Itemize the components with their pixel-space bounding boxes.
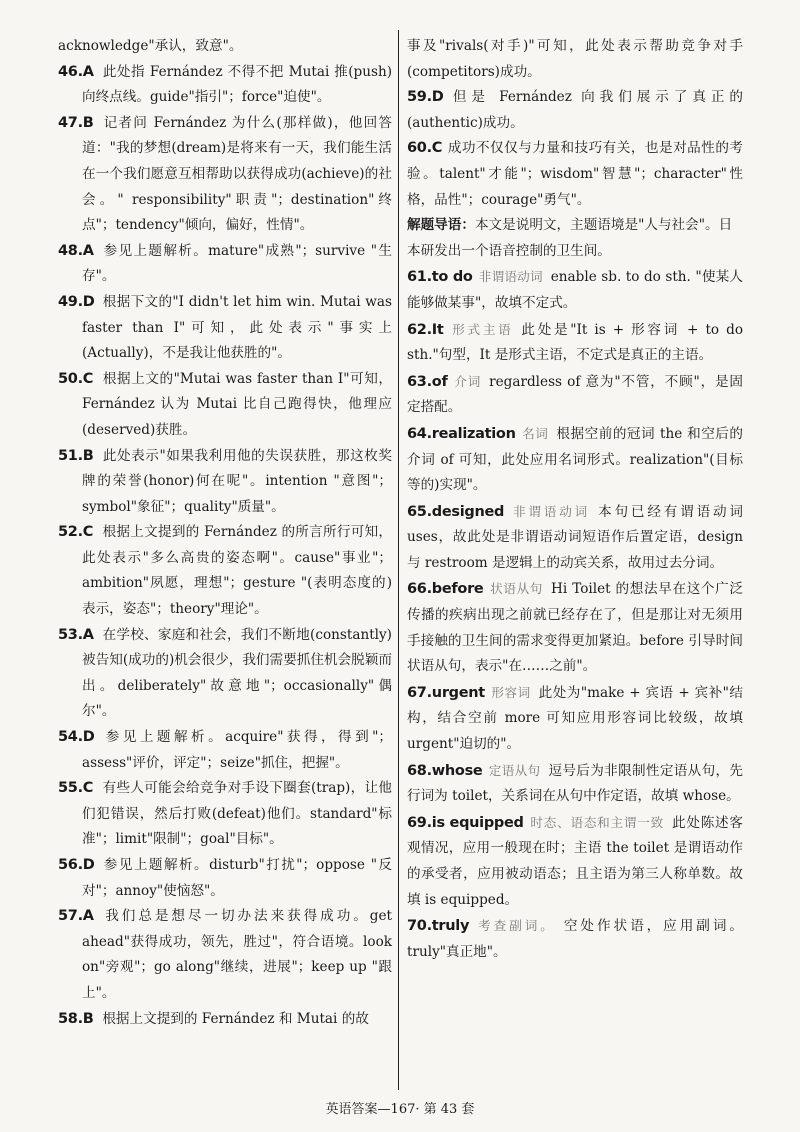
- question-number: [58, 776, 98, 802]
- answer-letter: C: [82, 780, 94, 797]
- explanation-text: regardless of 意为"不管，不顾"，是固定搭配。: [407, 373, 743, 416]
- explanation-text: 成功不仅仅与力量和技巧有关，也是对品性的考验。talent"才能"；wisdom"智慧"；character"性格，品性"；courage"勇气"。: [407, 140, 743, 208]
- explanation-text: 根据上文提到的 Fernández 和 Mutai 的故: [102, 1010, 369, 1027]
- grammar-tag: 形式主语: [449, 321, 514, 337]
- question-number: [407, 577, 483, 603]
- fill-answer-item: [407, 317, 743, 369]
- grammar-tag: 时态、语态和主谓一致: [529, 814, 664, 830]
- answer-item: [58, 904, 392, 1006]
- fill-answer-item: [407, 758, 743, 810]
- question-number: [58, 853, 98, 879]
- number-text: 49.: [58, 293, 83, 310]
- question-number: [407, 811, 524, 837]
- grammar-tag: 定语从句: [488, 762, 541, 778]
- grammar-tag: 名词: [521, 425, 549, 441]
- question-number: [58, 1007, 98, 1033]
- question-number: [407, 265, 473, 291]
- number-text: 58.: [58, 1010, 83, 1027]
- left-top-fragment: acknowledge"承认，致意"。: [58, 38, 243, 54]
- answer-word: of: [431, 373, 448, 390]
- answer-item: [58, 239, 392, 290]
- explanation-text: 空处作状语，应用副词。truly"真正地"。: [407, 918, 743, 960]
- question-number: [407, 681, 485, 707]
- grammar-tag: 形容词: [490, 684, 531, 700]
- question-number: [407, 500, 504, 526]
- number-text: 67.: [407, 684, 432, 701]
- number-text: 61.: [407, 269, 432, 286]
- explanation-text: 逗号后为非限制性定语从句，先行词为 toilet，关系词在从句中作定语，故填 whose。: [407, 762, 744, 805]
- fill-answer-item: [407, 421, 743, 499]
- answer-word: is equipped: [431, 814, 524, 831]
- grammar-tag: 非谓语动词: [510, 503, 591, 519]
- grammar-tag: 非谓语动词: [478, 269, 543, 285]
- fill-answer-item: [407, 499, 743, 577]
- explanation-text: Hi Toilet 的想法早在这个广泛传播的疾病出现之前就已经存在了，但是那让对无须用手接触的卫生间的需求变得更加紧迫。before 引导时间状语从句，表示"在……之前"。: [407, 581, 743, 675]
- fill-answer-item: [407, 264, 743, 316]
- question-number: [407, 136, 443, 162]
- grammar-tag: 介词: [453, 373, 482, 389]
- number-text: 56.: [58, 857, 83, 873]
- fill-answer-item: [407, 369, 743, 421]
- right-top-fragment: 事及"rivals(对手)"可知，此处表示帮助竞争对手(competitors)成功。: [407, 38, 743, 80]
- question-number: [58, 290, 98, 316]
- number-text: 60.: [407, 140, 432, 157]
- explanation-text: 此处陈述客观情况，应用一般现在时；主语 the toilet 是谓语动作的承受者，应用被动语态；且主语为第三人称单数。故填 is equipped。: [407, 814, 744, 908]
- answer-item: [58, 111, 392, 239]
- question-number: [407, 85, 444, 111]
- explanation-text: 我们总是想尽一切办法来获得成功。get ahead"获得成功，领先，胜过"，符合语境。look on"旁观"；go along"继续，进展"；keep up "跟上"。: [82, 908, 392, 1001]
- answer-item: [58, 290, 392, 367]
- explanation-text: 此处为"make + 宾语 + 宾补"结构，结合空前 more 可知应用形容词比较级，故填 urgent"迫切的"。: [407, 684, 743, 753]
- left-items: [58, 60, 392, 1033]
- question-number: [407, 759, 482, 785]
- explanation-text: 本句已经有谓语动词 uses，故此处是非谓语动词短语作后置定语，design 与 restroom 是逻辑上的动宾关系，故用过去分词。: [407, 503, 744, 571]
- answer-letter: A: [82, 626, 94, 643]
- number-text: 51.: [58, 447, 83, 464]
- answer-word: before: [431, 581, 484, 598]
- number-text: 70.: [407, 918, 432, 935]
- answer-letter: A: [82, 908, 94, 925]
- question-number: [407, 914, 469, 940]
- passage-guide: [407, 213, 743, 264]
- explanation-text: 根据空前的冠词 the 和空后的介词 of 可知，此处应用名词形式。realization"(目标等的)实现"。: [407, 425, 744, 494]
- explanation-text: 参见上题解析。acquire"获得，得到"；assess"评价，评定"；seize"抓住，把握"。: [82, 729, 392, 771]
- answer-letter: D: [82, 293, 95, 310]
- grammar-tag: 状语从句: [489, 581, 544, 597]
- explanation-text: enable sb. to do sth. "使某人能够做某事"，故填不定式。: [407, 269, 744, 311]
- answer-letter: B: [82, 447, 94, 464]
- answer-word: designed: [431, 503, 505, 520]
- explanation-text: 此处表示"如果我利用他的失误获胜，那这枚奖牌的荣誉(honor)何在呢"。intention "意图"；symbol"象征"；quality"质量"。: [82, 447, 392, 515]
- right-column: [407, 34, 743, 965]
- answer-letter: C: [431, 140, 443, 157]
- answer-word: It: [431, 321, 444, 338]
- number-text: 64.: [407, 425, 432, 442]
- answer-item: [58, 1007, 392, 1033]
- answer-word: realization: [431, 425, 516, 442]
- answer-word: urgent: [431, 684, 485, 701]
- fill-answer-item: [407, 680, 743, 758]
- answer-letter: B: [82, 114, 94, 131]
- answer-item: [58, 367, 392, 444]
- question-number: [58, 623, 98, 649]
- grammar-tag: 考查副词。: [475, 918, 556, 934]
- answer-item: [407, 136, 743, 213]
- number-text: 54.: [58, 729, 83, 746]
- number-text: 69.: [407, 814, 432, 831]
- left-column: [58, 34, 392, 1032]
- answer-letter: A: [82, 242, 94, 259]
- number-text: 47.: [58, 114, 83, 131]
- number-text: 68.: [407, 762, 432, 779]
- explanation-text: 此处是"It is + 形容词 + to do sth."句型，It 是形式主语，不定式是真正的主语。: [407, 321, 743, 364]
- number-text: 55.: [58, 780, 83, 797]
- number-text: 52.: [58, 524, 83, 541]
- explanation-text: 参见上题解析。mature"成熟"；survive "生存"。: [82, 242, 392, 285]
- answer-item: [58, 725, 392, 776]
- question-number: [58, 520, 98, 546]
- answer-item: [58, 776, 392, 853]
- number-text: 63.: [407, 373, 432, 390]
- explanation-text: 根据下文的"I didn't let him win. Mutai was faster than I"可知，此处表示"事实上(Actually)，不是我让他获胜的"。: [82, 293, 393, 362]
- answer-letter: D: [82, 857, 95, 873]
- answer-item: [407, 85, 743, 136]
- number-text: 65.: [407, 503, 432, 520]
- answer-letter: C: [82, 370, 94, 387]
- number-text: 50.: [58, 370, 83, 387]
- explanation-text: 有些人可能会给竞争对手设下圈套(trap)，让他们犯错误，然后打败(defeat)他们。standard"标准"；limit"限制"；goal"目标"。: [82, 780, 392, 848]
- answer-letter: D: [431, 89, 444, 106]
- question-number: [58, 60, 98, 86]
- guide-label: 解题导语：: [407, 217, 475, 234]
- fill-answer-item: [407, 810, 743, 913]
- explanation-text: 在学校、家庭和社会，我们不断地(constantly)被告知(成功的)机会很少，我们需要抓住机会脱颖而出。deliberately"故意地"；occasionally"偶尔"。: [82, 626, 392, 720]
- page-footer: 英语答案—167· 第 43 套: [325, 1102, 475, 1117]
- fill-answer-item: [407, 576, 743, 679]
- explanation-text: 根据上文提到的 Fernández 的所言所行可知，此处表示"多么高贵的姿态啊"。cause"事业"；ambition"夙愿，理想"；gesture "(表明态度的)表示，姿态"；theory"理论"。: [82, 524, 392, 618]
- fill-items: [407, 264, 743, 965]
- explanation-text: 但是 Fernández 向我们展示了真正的(authentic)成功。: [407, 89, 743, 131]
- answer-item: [58, 853, 392, 904]
- answer-word: to do: [431, 269, 473, 286]
- answer-letter: C: [82, 524, 94, 541]
- answer-item: [58, 520, 392, 622]
- explanation-text: 记者问 Fernández 为什么(那样做)，他回答道："我的梦想(dream)是将来有一天，我们能生活在一个我们愿意互相帮助以获得成功(achieve)的社会。" responsibility"职责"；destination"终点"；tendency"倾向，偏好，性情"。: [82, 114, 392, 234]
- number-text: 62.: [407, 321, 432, 338]
- right-items: [407, 85, 743, 213]
- explanation-text: 此处指 Fernández 不得不把 Mutai 推(push)向终点线。guide"指引"；force"迫使"。: [82, 63, 392, 106]
- number-text: 59.: [407, 89, 432, 106]
- answer-letter: B: [82, 1010, 94, 1027]
- question-number: [58, 111, 98, 137]
- question-number: [58, 367, 98, 393]
- column-divider: [398, 30, 399, 1090]
- answer-item: [58, 623, 392, 725]
- number-text: 66.: [407, 581, 432, 598]
- explanation-text: 根据上文的"Mutai was faster than I"可知，Fernández 认为 Mutai 比自己跑得快，他理应(deserved)获胜。: [82, 370, 392, 438]
- answer-letter: A: [82, 63, 94, 80]
- answer-word: truly: [431, 918, 470, 935]
- question-number: [58, 904, 98, 930]
- fill-answer-item: [407, 913, 743, 965]
- answer-word: whose: [431, 762, 483, 779]
- number-text: 46.: [58, 63, 83, 80]
- number-text: 48.: [58, 242, 83, 259]
- question-number: [407, 422, 516, 448]
- question-number: [58, 725, 98, 751]
- question-number: [58, 239, 98, 265]
- number-text: 53.: [58, 626, 83, 643]
- number-text: 57.: [58, 908, 83, 925]
- question-number: [407, 370, 447, 396]
- question-number: [407, 318, 444, 344]
- answer-item: [58, 60, 392, 111]
- question-number: [58, 444, 98, 470]
- answer-letter: D: [82, 729, 95, 746]
- explanation-text: 参见上题解析。disturb"打扰"；oppose "反对"；annoy"使恼怒"。: [82, 857, 392, 899]
- guide-text: 本文是说明文，主题语境是"人与社会"。日本研发出一个语音控制的卫生间。: [407, 217, 733, 259]
- answer-item: [58, 444, 392, 521]
